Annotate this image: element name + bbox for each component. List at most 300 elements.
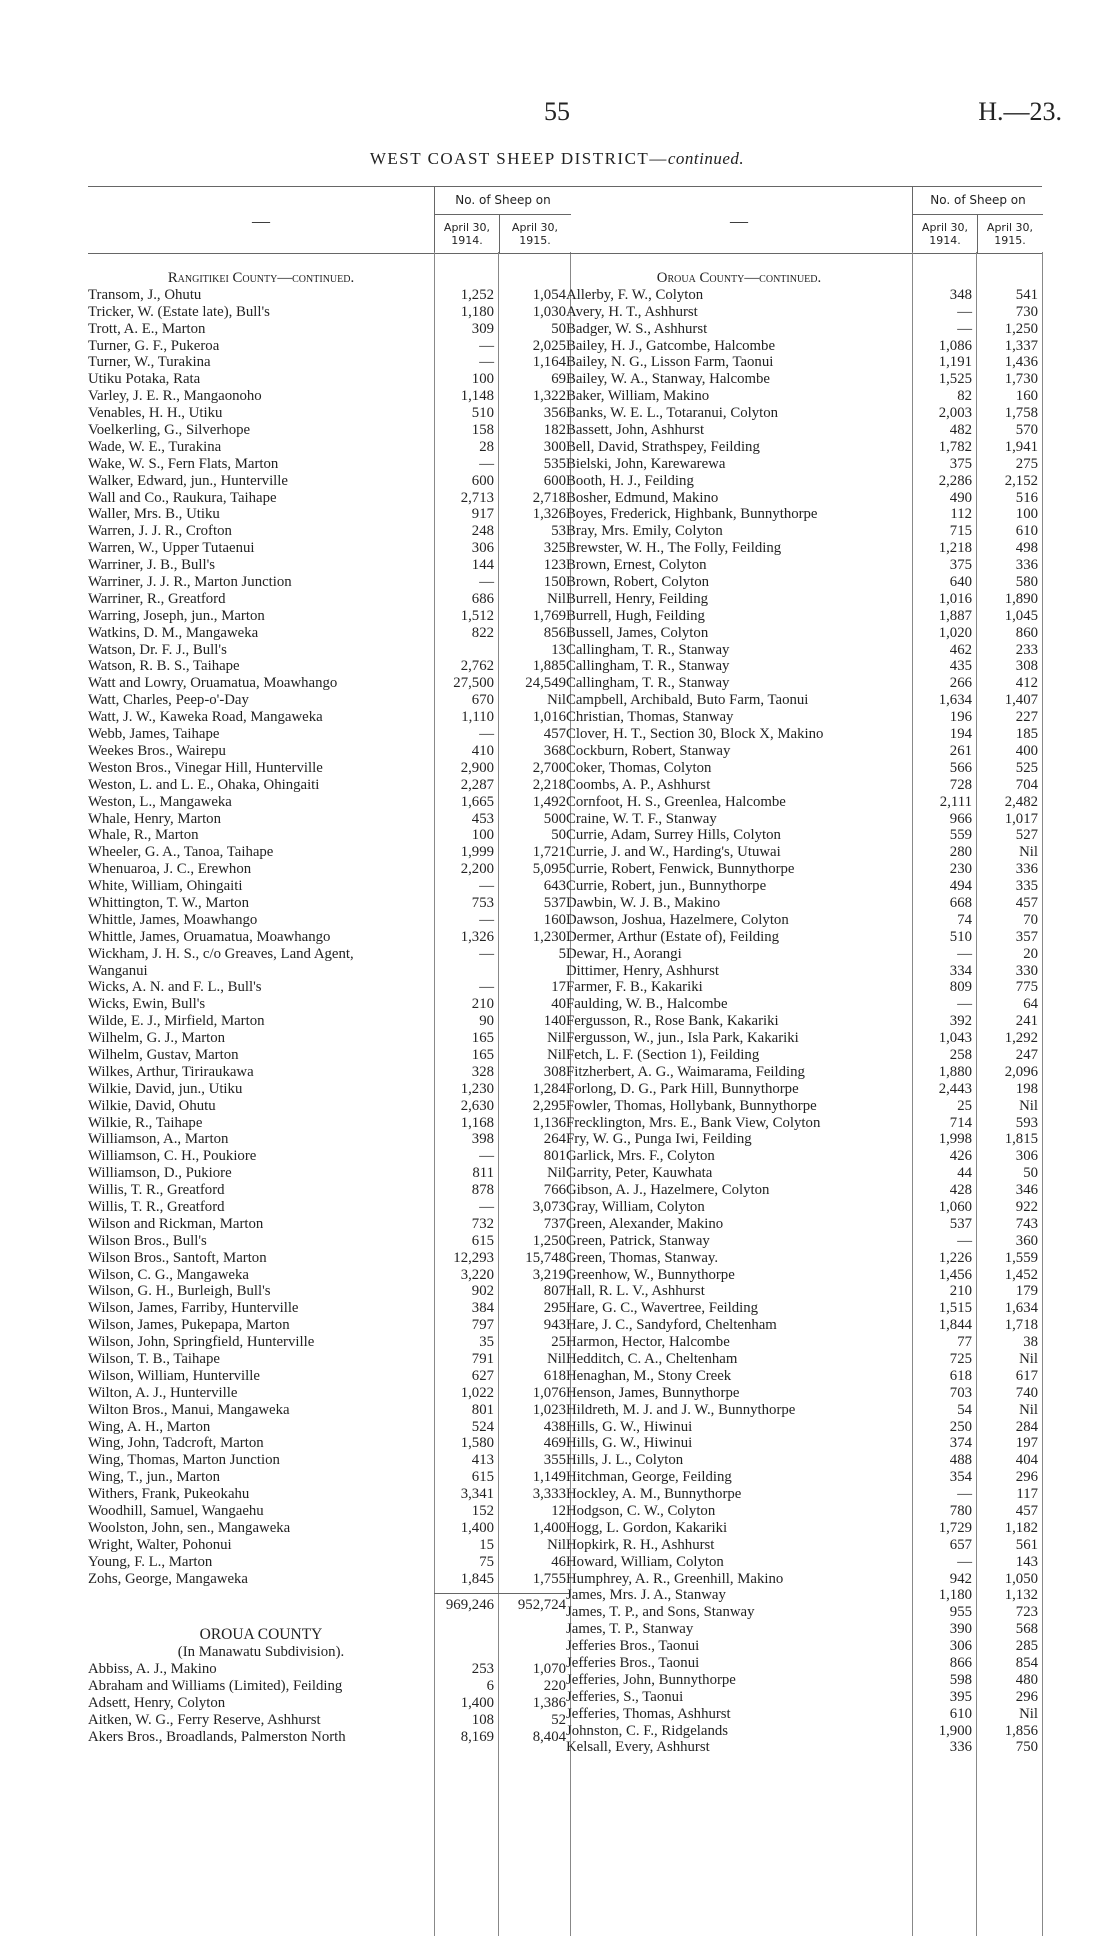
owner-name: Wake, W. S., Fern Flats, Marton (88, 455, 279, 472)
owner-name: Jefferies, S., Taonui (566, 1688, 684, 1705)
table-body (566, 270, 1042, 1756)
sheep-1914: 1,998 (938, 1131, 972, 1148)
table-row (566, 1486, 1042, 1503)
sheep-1914: 1,999 (460, 844, 494, 861)
table-row (88, 1334, 570, 1351)
owner-name: Wing, T., jun., Marton (88, 1469, 221, 1486)
column-header (566, 186, 1042, 254)
sheep-1915: 123 (543, 557, 566, 574)
owner-name: Venables, H. H., Utiku (88, 405, 223, 422)
owner-name: Hills, G. W., Hiwinui (566, 1418, 693, 1435)
sheep-1915: 568 (1015, 1621, 1038, 1638)
sheep-1914: 336 (949, 1739, 972, 1756)
sheep-1915: 295 (543, 1300, 566, 1317)
sheep-1914: 1,020 (938, 624, 972, 641)
sheep-1914: 306 (471, 540, 494, 557)
owner-name: Bell, David, Strathspey, Feilding (566, 438, 760, 455)
table-row (88, 1435, 570, 1452)
table-row (88, 1182, 570, 1199)
owner-name: Dawbin, W. J. B., Makino (566, 894, 721, 911)
table-row (566, 1283, 1042, 1300)
owner-name: Wilson, William, Hunterville (88, 1367, 260, 1384)
sheep-1914: 809 (949, 979, 972, 996)
table-row (566, 675, 1042, 692)
sheep-1915: 740 (1015, 1384, 1038, 1401)
table-row (566, 709, 1042, 726)
sheep-1914: 410 (471, 742, 494, 759)
sheep-1914: 261 (949, 742, 972, 759)
owner-name: Currie, Robert, Fenwick, Bunnythorpe (566, 861, 795, 878)
owner-name: Currie, J. and W., Harding's, Utuwai (566, 844, 781, 861)
table-row (566, 1739, 1042, 1756)
owner-name: Badger, W. S., Ashhurst (566, 320, 708, 337)
sheep-1914: 3,341 (460, 1486, 494, 1503)
sheep-1915: 50 (551, 320, 566, 337)
sheep-1914: 1,148 (460, 388, 494, 405)
sheep-1915: 1,132 (1004, 1587, 1038, 1604)
owner-name: Hockley, A. M., Bunnythorpe (566, 1486, 742, 1503)
sheep-1915: 723 (1015, 1604, 1038, 1621)
owner-name: Bailey, W. A., Stanway, Halcombe (566, 371, 770, 388)
sheep-1914: — (479, 337, 494, 354)
sheep-1915: 2,482 (1004, 793, 1038, 810)
sheep-1915: 1,758 (1004, 405, 1038, 422)
owner-name: Wilton Bros., Manui, Mangaweka (88, 1401, 290, 1418)
table-row (566, 1317, 1042, 1334)
owner-name: Hills, G. W., Hiwinui (566, 1435, 693, 1452)
owner-name: Farmer, F. B., Kakariki (566, 979, 703, 996)
sheep-1914: 248 (471, 523, 494, 540)
owner-name: Whale, Henry, Marton (88, 810, 221, 827)
table-row (88, 1486, 570, 1503)
table-row (566, 658, 1042, 675)
sheep-1915: 24,549 (525, 675, 566, 692)
sheep-1914: 306 (949, 1638, 972, 1655)
table-row (88, 1678, 570, 1695)
sheep-1914: 559 (949, 827, 972, 844)
sheep-1914: 194 (949, 726, 972, 743)
sheep-1914: 537 (949, 1215, 972, 1232)
sheep-1915: 1,050 (1004, 1570, 1038, 1587)
sheep-1915: 457 (1015, 894, 1038, 911)
sheep-1915: 233 (1015, 641, 1038, 658)
sheep-1914: 878 (471, 1182, 494, 1199)
table-row (566, 1131, 1042, 1148)
sheep-1914: 866 (949, 1655, 972, 1672)
sheep-1915: 1,250 (532, 1232, 566, 1249)
sheep-1915: 1,407 (1004, 692, 1038, 709)
header-divider (499, 214, 500, 253)
sheep-1914: — (957, 1232, 972, 1249)
table-row (88, 1402, 570, 1419)
sheep-1914: 490 (949, 489, 972, 506)
section-subheading: (In Manawatu Subdivision). (177, 1644, 345, 1661)
left-column-table (88, 186, 570, 1936)
table-row (566, 996, 1042, 1013)
owner-name: Wade, W. E., Turakina (88, 438, 222, 455)
sheep-1914: 1,729 (938, 1519, 972, 1536)
table-row (566, 895, 1042, 912)
owner-name: Brown, Robert, Colyton (566, 574, 710, 591)
table-row (566, 540, 1042, 557)
sheep-1914: 453 (471, 810, 494, 827)
sheep-1915: Nil (1019, 844, 1038, 861)
owner-name: Fitzherbert, A. G., Waimarama, Feilding (566, 1063, 805, 1080)
sheep-1915: Nil (1019, 1401, 1038, 1418)
sheep-1914: 668 (949, 894, 972, 911)
sheep-1914: 435 (949, 658, 972, 675)
owner-name: Watson, Dr. F. J., Bull's (88, 641, 227, 658)
owner-name: Voelkerling, G., Silverhope (88, 422, 251, 439)
owner-name: Coker, Thomas, Colyton (566, 759, 712, 776)
sheep-1914: 2,111 (939, 793, 972, 810)
owner-name: Williamson, A., Marton (88, 1131, 229, 1148)
sheep-1915: 360 (1015, 1232, 1038, 1249)
table-row (88, 929, 570, 946)
sheep-1914: 2,762 (460, 658, 494, 675)
owner-name: Wilson Bros., Bull's (88, 1232, 207, 1249)
sheep-1914: 615 (471, 1232, 494, 1249)
sheep-1914: 152 (471, 1503, 494, 1520)
sheep-1915: 704 (1015, 776, 1038, 793)
sheep-1915: 308 (1015, 658, 1038, 675)
sheep-1915: 117 (1016, 1486, 1038, 1503)
sheep-1915: 3,219 (532, 1266, 566, 1283)
page-title (0, 149, 1114, 169)
table-row (88, 1520, 570, 1537)
sheep-1914: 328 (471, 1063, 494, 1080)
sheep-1914: 510 (949, 928, 972, 945)
table-row (566, 1267, 1042, 1284)
table-row (88, 287, 570, 304)
table-row (566, 1554, 1042, 1571)
owner-name: James, Mrs. J. A., Stanway (566, 1587, 726, 1604)
sheep-1915: 1,045 (1004, 607, 1038, 624)
sheep-1914: 942 (949, 1570, 972, 1587)
sheep-1915: 227 (1015, 709, 1038, 726)
sheep-1914: 2,286 (938, 472, 972, 489)
table-row (566, 1233, 1042, 1250)
sheep-1914: 657 (949, 1536, 972, 1553)
owner-name: Henaghan, M., Stony Creek (566, 1367, 732, 1384)
sheep-1914: 108 (471, 1711, 494, 1728)
sheep-1915: 2,700 (532, 759, 566, 776)
owner-name: Wing, A. H., Marton (88, 1418, 211, 1435)
sheep-1915: 643 (543, 878, 566, 895)
owner-name: Jefferies, Thomas, Ashhurst (566, 1705, 731, 1722)
sheep-1915: 182 (543, 422, 566, 439)
sheep-1915: 1,023 (532, 1401, 566, 1418)
table-row (566, 1385, 1042, 1402)
table-row (566, 1520, 1042, 1537)
sheep-1915: 69 (551, 371, 566, 388)
owner-name: Watt and Lowry, Oruamatua, Moawhango (88, 675, 338, 692)
owner-name: Whittle, James, Moawhango (88, 911, 258, 928)
sheep-1914: 375 (949, 455, 972, 472)
sheep-1914: 1,086 (938, 337, 972, 354)
owner-name: Whale, R., Marton (88, 827, 199, 844)
table-row (88, 473, 570, 490)
sheep-1914: — (479, 354, 494, 371)
sheep-1915: 1,400 (532, 1519, 566, 1536)
owner-name: Withers, Frank, Pukeokahu (88, 1486, 250, 1503)
sheep-1915: 801 (543, 1148, 566, 1165)
sheep-1915: 325 (543, 540, 566, 557)
sheep-1914: 1,230 (460, 1080, 494, 1097)
owner-name: Kelsall, Every, Ashhurst (566, 1739, 710, 1756)
sheep-1914: 27,500 (453, 675, 494, 692)
table-row (88, 1385, 570, 1402)
sheep-1914: 488 (949, 1452, 972, 1469)
table-row (566, 979, 1042, 996)
sheep-1914: — (479, 455, 494, 472)
sheep-1914: 230 (949, 861, 972, 878)
sheep-1915: 179 (1015, 1283, 1038, 1300)
table-row (88, 895, 570, 912)
owner-name: Gibson, A. J., Hazelmere, Colyton (566, 1182, 770, 1199)
table-row (88, 827, 570, 844)
owner-name: Warren, W., Upper Tutaenui (88, 540, 255, 557)
sheep-1915: 17 (551, 979, 566, 996)
sheep-1914: 25 (957, 1097, 972, 1114)
owner-name: Garrity, Peter, Kauwhata (566, 1165, 713, 1182)
table-row (566, 760, 1042, 777)
sheep-1915: 1,017 (1004, 810, 1038, 827)
table-row (88, 625, 570, 642)
sheep-1915: 1,718 (1004, 1317, 1038, 1334)
owner-name: Currie, Adam, Surrey Hills, Colyton (566, 827, 781, 844)
sheep-1915: 1,164 (532, 354, 566, 371)
owner-name: Wilhelm, Gustav, Marton (88, 1046, 239, 1063)
table-row (88, 760, 570, 777)
owner-name: Whittington, T. W., Marton (88, 894, 249, 911)
sheep-1914: — (957, 1553, 972, 1570)
table-row (566, 946, 1042, 963)
owner-name: Green, Thomas, Stanway. (566, 1249, 719, 1266)
table-row (566, 1182, 1042, 1199)
sheep-1915: 600 (543, 472, 566, 489)
table-row (566, 321, 1042, 338)
owner-name: Wall and Co., Raukura, Taihape (88, 489, 277, 506)
owner-name: Humphrey, A. R., Greenhill, Makino (566, 1570, 784, 1587)
table-row (88, 1695, 570, 1712)
table-row (88, 794, 570, 811)
table-row (88, 692, 570, 709)
sheep-1914: 253 (471, 1661, 494, 1678)
owner-name: Bailey, N. G., Lisson Farm, Taonui (566, 354, 774, 371)
sheep-1915: 1,890 (1004, 590, 1038, 607)
table-row (88, 878, 570, 895)
sheep-1915: 64 (1023, 996, 1038, 1013)
sheep-1915: Nil (547, 1030, 566, 1047)
sheep-1915: 185 (1015, 726, 1038, 743)
table-row (566, 338, 1042, 355)
total-row (88, 1593, 570, 1615)
table-row (566, 861, 1042, 878)
sheep-1915: 1,856 (1004, 1722, 1038, 1739)
table-row (88, 1013, 570, 1030)
sheep-1914: — (479, 726, 494, 743)
sheep-1915: 2,295 (532, 1097, 566, 1114)
sheep-1914: 82 (957, 388, 972, 405)
owner-name: Bray, Mrs. Emily, Colyton (566, 523, 723, 540)
owner-name: Wilson and Rickman, Marton (88, 1215, 264, 1232)
sheep-1915: 404 (1015, 1452, 1038, 1469)
table-row (566, 523, 1042, 540)
sheep-1914: 2,200 (460, 861, 494, 878)
owner-name: Hildreth, M. J. and J. W., Bunnythorpe (566, 1401, 796, 1418)
sheep-1914: 566 (949, 759, 972, 776)
sheep-1914: 2,630 (460, 1097, 494, 1114)
owner-name: Wilson, G. H., Burleigh, Bull's (88, 1283, 271, 1300)
table-row (88, 304, 570, 321)
sheep-1915: 356 (543, 405, 566, 422)
owner-name: Aitken, W. G., Ferry Reserve, Ashhurst (88, 1711, 321, 1728)
owner-name: Wilson, T. B., Taihape (88, 1351, 220, 1367)
owner-name: Bosher, Edmund, Makino (566, 489, 719, 506)
sheep-1915: 46 (551, 1553, 566, 1570)
owner-name: Wilton, A. J., Hunterville (88, 1384, 238, 1401)
table-row (88, 574, 570, 591)
table-row (88, 354, 570, 371)
sheep-1915: 160 (543, 911, 566, 928)
owner-name: Wicks, A. N. and F. L., Bull's (88, 979, 262, 996)
sheep-1914: 1,900 (938, 1722, 972, 1739)
sheep-1915: 336 (1015, 557, 1038, 574)
sheep-1914: 797 (471, 1317, 494, 1334)
sheep-1915: 854 (1015, 1655, 1038, 1672)
table-row (566, 726, 1042, 743)
sheep-1915: 220 (543, 1678, 566, 1695)
sheep-1914: 1,887 (938, 607, 972, 624)
header-group (434, 187, 571, 253)
sheep-1914: — (479, 1198, 494, 1215)
sheep-1915: 40 (551, 996, 566, 1013)
table-row (566, 929, 1042, 946)
table-row (88, 388, 570, 405)
sheep-1914: 112 (950, 506, 972, 523)
sheep-1915: 1,182 (1004, 1519, 1038, 1536)
sheep-1914: 801 (471, 1401, 494, 1418)
owner-name: Baker, William, Makino (566, 388, 710, 405)
sheep-1915: 2,025 (532, 337, 566, 354)
sheep-1915: 2,218 (532, 776, 566, 793)
owner-name: Waller, Mrs. B., Utiku (88, 506, 220, 523)
sheep-1915: 198 (1015, 1080, 1038, 1097)
table-row (88, 1030, 570, 1047)
sheep-1914: 8,169 (460, 1728, 494, 1745)
sheep-1915: 617 (1015, 1367, 1038, 1384)
sheep-1914: 2,713 (460, 489, 494, 506)
owner-name: Brewster, W. H., The Folly, Feilding (566, 540, 782, 557)
sheep-1915: 580 (1015, 574, 1038, 591)
sheep-1915: 8,404 (532, 1728, 566, 1745)
sheep-1914: 1,191 (938, 354, 972, 371)
sheep-1915: 480 (1015, 1671, 1038, 1688)
owner-name: Fergusson, W., jun., Isla Park, Kakariki (566, 1030, 799, 1047)
sheep-1915: 2,718 (532, 489, 566, 506)
header-col-1914: April 30, 1914. (443, 221, 491, 247)
owner-name: Wilson, C. G., Mangaweka (88, 1266, 249, 1283)
sheep-1915: 1,076 (532, 1384, 566, 1401)
table-row (566, 456, 1042, 473)
owner-name: Hitchman, George, Feilding (566, 1469, 732, 1486)
sheep-1914: 618 (949, 1367, 972, 1384)
sheep-1914: 428 (949, 1182, 972, 1199)
sheep-1914: 1,456 (938, 1266, 972, 1283)
table-row (566, 1655, 1042, 1672)
title-main: WEST COAST SHEEP DISTRICT— (369, 149, 668, 168)
sheep-1915: 296 (1015, 1688, 1038, 1705)
sheep-1915: 284 (1015, 1418, 1038, 1435)
sheep-1914: 524 (471, 1418, 494, 1435)
sheep-1915: Nil (1019, 1705, 1038, 1722)
sheep-1914: 395 (949, 1688, 972, 1705)
table-row (88, 658, 570, 675)
owner-name: Johnston, C. F., Ridgelands (566, 1722, 729, 1739)
sheep-1915: 25 (551, 1334, 566, 1351)
sheep-1914: — (957, 320, 972, 337)
owner-name: Trott, A. E., Marton (88, 320, 206, 337)
owner-name: Wilson Bros., Santoft, Marton (88, 1249, 267, 1266)
table-row (566, 1047, 1042, 1064)
sheep-1915: 457 (1015, 1503, 1038, 1520)
owner-name: Dewar, H., Aorangi (566, 945, 682, 962)
table-row (566, 371, 1042, 388)
sheep-1914: 12,293 (453, 1249, 494, 1266)
sheep-1915: 541 (1015, 286, 1038, 303)
sheep-1915: 197 (1015, 1435, 1038, 1452)
sheep-1915: 1,452 (1004, 1266, 1038, 1283)
sheep-1914: 77 (957, 1334, 972, 1351)
sheep-1915: 498 (1015, 540, 1038, 557)
owner-name: Tricker, W. (Estate late), Bull's (88, 303, 270, 320)
table-row (88, 1250, 570, 1267)
owner-name: Callingham, T. R., Stanway (566, 658, 730, 675)
sheep-1914: 392 (949, 1013, 972, 1030)
table-row (566, 473, 1042, 490)
sheep-1914: 334 (949, 962, 972, 979)
table-row (88, 1368, 570, 1385)
sheep-1914: 686 (471, 590, 494, 607)
owner-name: Webb, James, Taihape (88, 726, 220, 743)
table-row (566, 1250, 1042, 1267)
owner-name: Gray, William, Colyton (566, 1198, 705, 1215)
owner-name: Turner, W., Turakina (88, 354, 211, 371)
sheep-1915: Nil (547, 590, 566, 607)
sheep-1915: 2,096 (1004, 1063, 1038, 1080)
sheep-1914: 54 (957, 1401, 972, 1418)
owner-name: Woolston, John, sen., Mangaweka (88, 1519, 291, 1536)
sheep-1915: 5 (558, 945, 566, 962)
sheep-1914: 955 (949, 1604, 972, 1621)
table-row (566, 878, 1042, 895)
table-row (88, 1199, 570, 1216)
owner-name: Whittle, James, Oruamatua, Moawhango (88, 928, 331, 945)
sheep-1915: 306 (1015, 1148, 1038, 1165)
sheep-1915: 527 (1015, 827, 1038, 844)
table-row (88, 709, 570, 726)
owner-name: Green, Alexander, Makino (566, 1215, 724, 1232)
sheep-1914: 354 (949, 1469, 972, 1486)
sheep-1914: 1,110 (461, 709, 494, 726)
owner-name: Hare, G. C., Wavertree, Feilding (566, 1300, 759, 1317)
sheep-1915: 570 (1015, 422, 1038, 439)
sheep-1915: 1,885 (532, 658, 566, 675)
owner-name: Fry, W. G., Punga Iwi, Feilding (566, 1131, 752, 1148)
total-rule (434, 1593, 570, 1594)
sheep-1914: 165 (471, 1030, 494, 1047)
